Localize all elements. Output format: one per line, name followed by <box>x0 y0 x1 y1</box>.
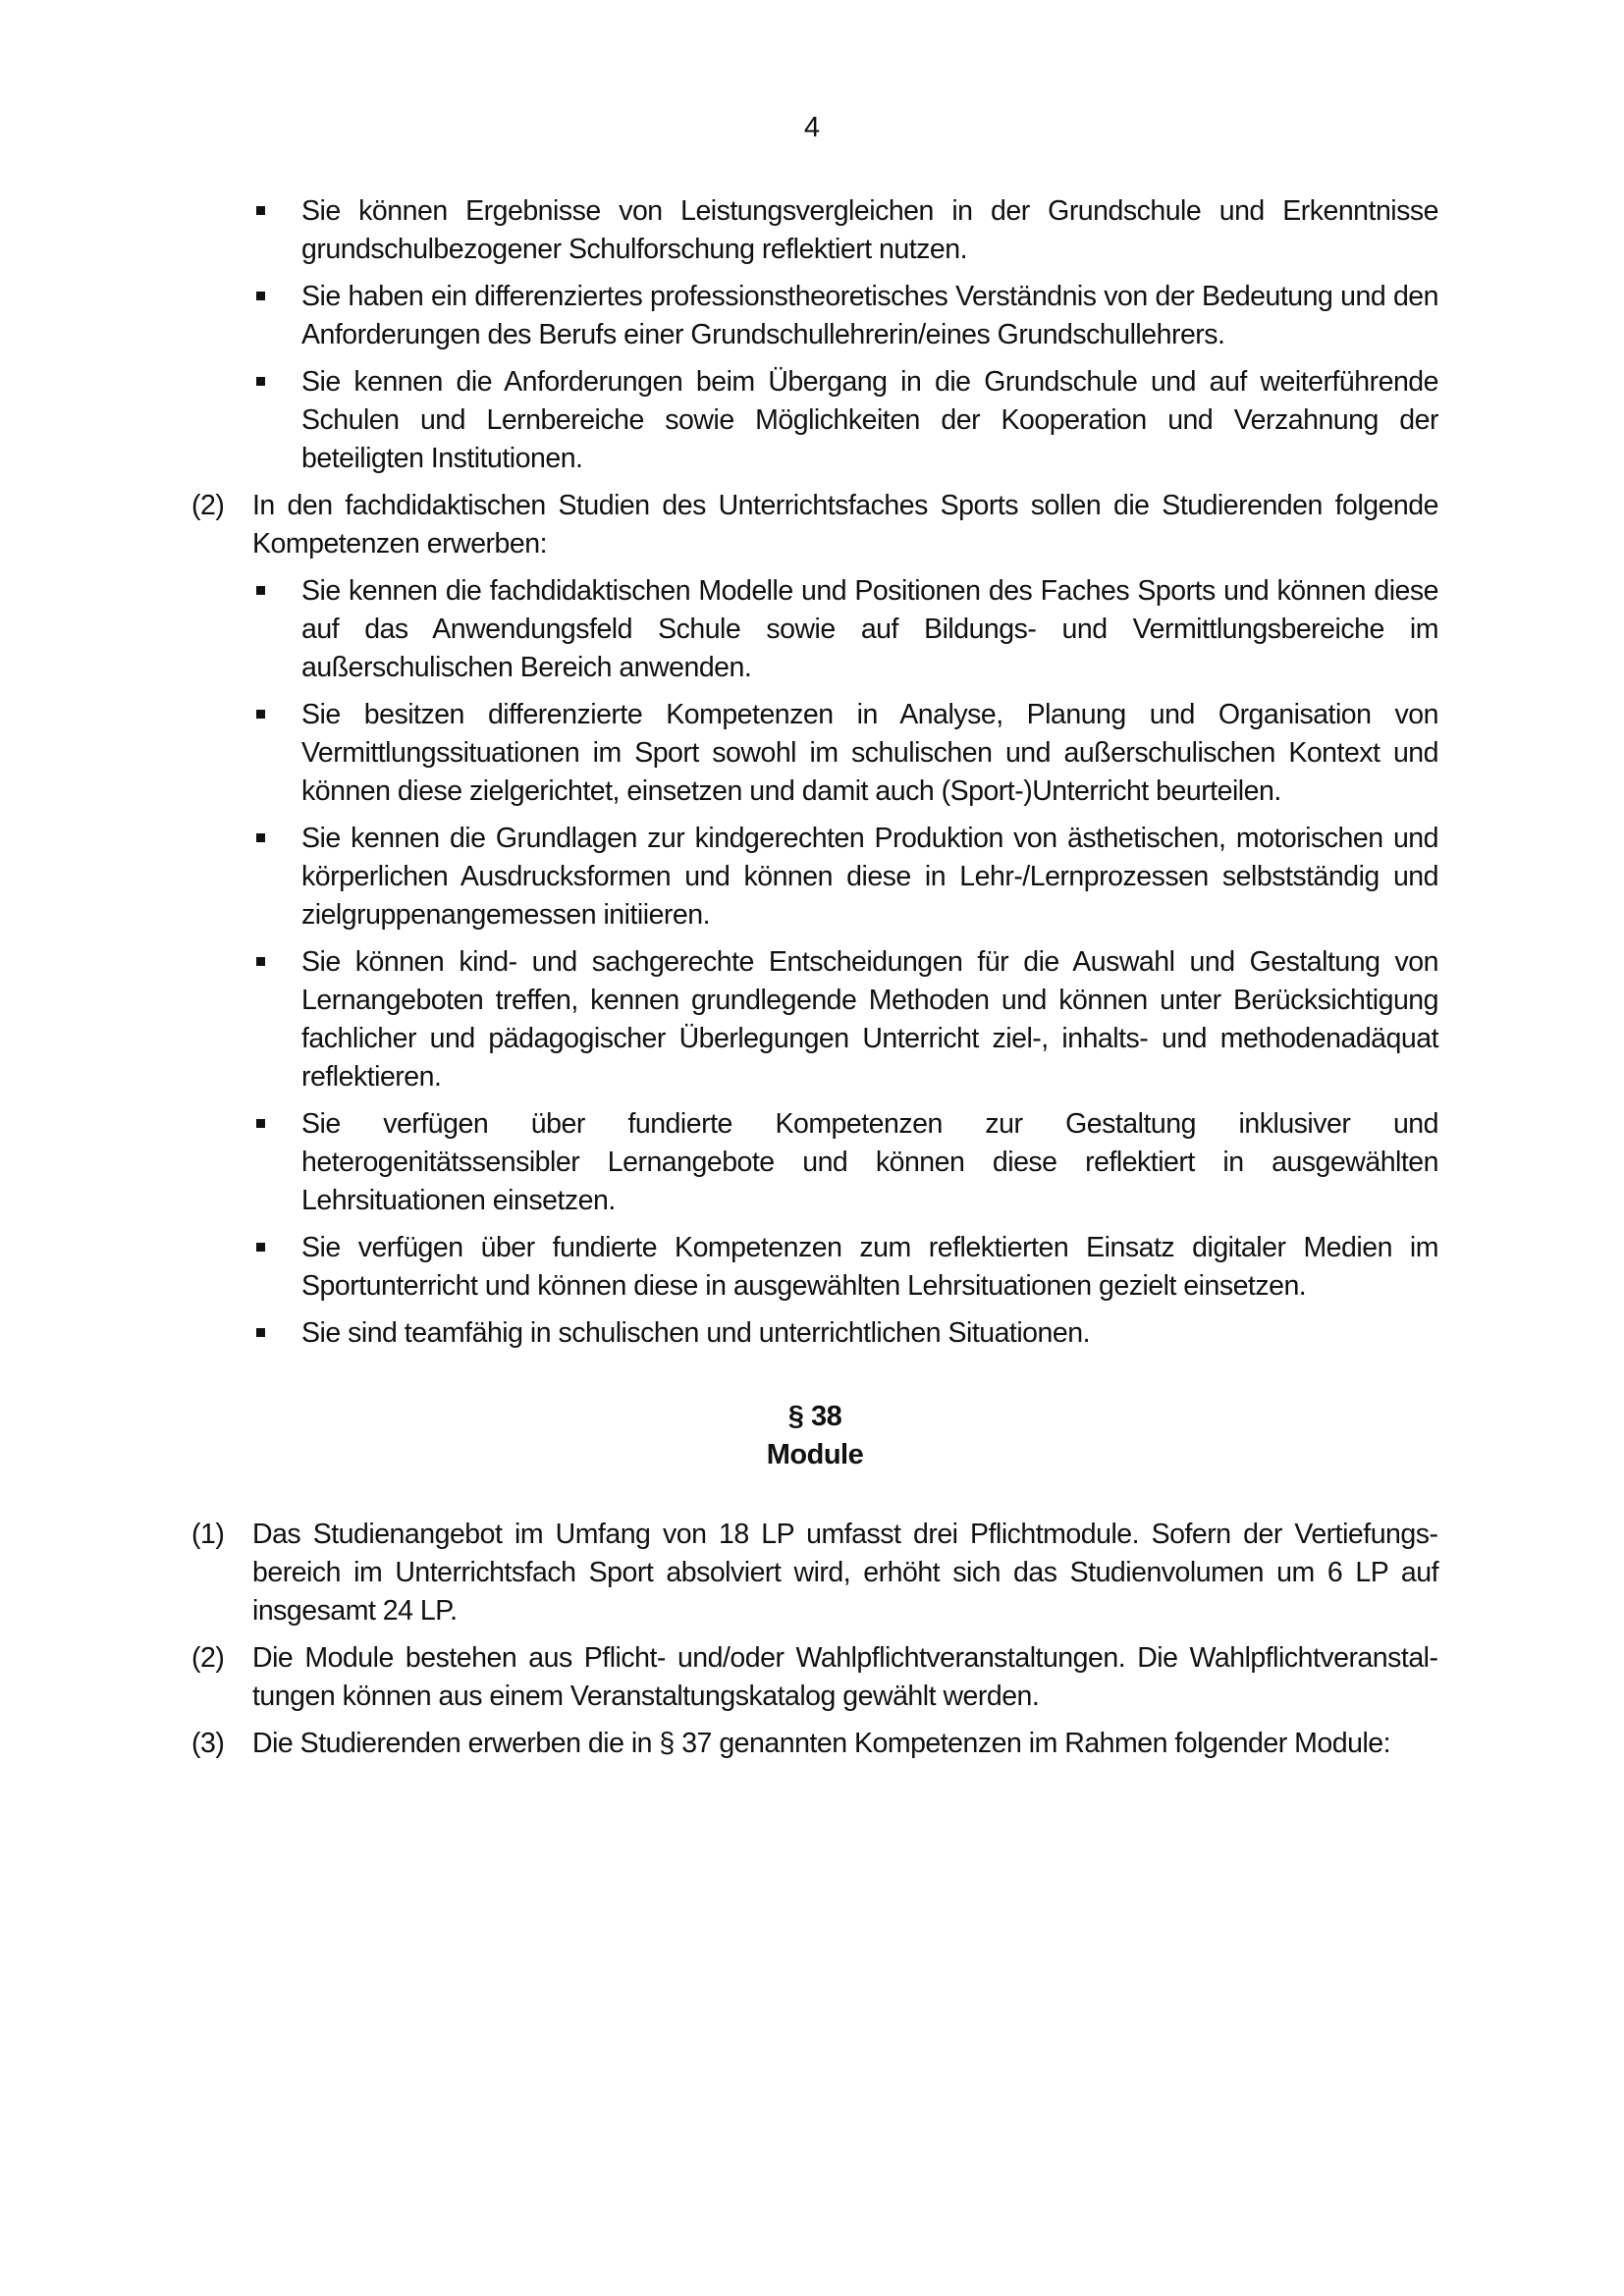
paragraph-text: Die Module bestehen aus Pflicht- und/oder Wahlpflichtveranstaltungen. Die Wahlpflichtveranstaltungen können aus einem Veranstaltungskatalog gewählt werden. <box>252 1642 1438 1712</box>
paragraph-number: (2) <box>191 490 225 521</box>
list-item-text: Sie kennen die fachdidaktischen Modelle und Positionen des Faches Sports und können diese auf das Anwendungsfeld Schule sowie auf Bildungs- und Vermittlungsbereiche im außerschulischen Bereich anwenden. <box>301 575 1438 683</box>
square-bullet-icon <box>256 377 265 386</box>
page-content <box>191 192 1438 1772</box>
list-item-text: Sie haben ein differenziertes professionstheoretisches Verständnis von der Bedeutung und den Anforderungen des Berufs einer Grundschullehrerin/eines Grundschullehrers. <box>301 281 1438 350</box>
section-paragraph-1 <box>191 1516 1438 1630</box>
section-heading <box>191 1398 1438 1474</box>
list-item <box>301 1314 1438 1353</box>
square-bullet-icon <box>256 1328 265 1337</box>
fachdidaktik-competency-list <box>191 572 1438 1353</box>
section-paragraph-2 <box>191 1639 1438 1716</box>
list-item-text: Sie kennen die Anforderungen beim Übergang in die Grundschule und auf weiterführende Schulen und Lernbereiche sowie Möglichkeiten der Kooperation und Verzahnung der beteiligten Institutionen. <box>301 366 1438 474</box>
list-item-text: Sie verfügen über fundierte Kompetenzen zum reflektierten Einsatz digitaler Medien im Sportunterricht und können diese in ausgewählten Lehrsituationen gezielt einsetzen. <box>301 1232 1438 1302</box>
list-item-text: Sie können kind- und sachgerechte Entscheidungen für die Auswahl und Gestaltung von Lernangeboten treffen, kennen grundlegende Methoden und können unter Berücksichtigung fachlicher und pädagogischer Überlegungen Unterricht ziel-, inhalts- und methodenadäquat reflektieren. <box>301 946 1438 1093</box>
list-item-text: Sie besitzen differenzierte Kompetenzen in Analyse, Planung und Organisation von Vermittlungssituationen im Sport sowohl im schulischen und außerschulischen Kontext und können diese zielgerichtet, einsetzen und damit auch (Sport-)Unterricht beurteilen. <box>301 699 1438 807</box>
paragraph-number: (3) <box>191 1728 225 1759</box>
list-item <box>301 278 1438 354</box>
list-item <box>301 820 1438 934</box>
section-number: § 38 <box>787 1401 842 1432</box>
paragraph-text: In den fachdidaktischen Studien des Unterrichtsfaches Sports sollen die Studierenden folgende Kompetenzen erwerben: <box>252 490 1438 560</box>
list-item <box>301 943 1438 1096</box>
paragraph-text: Das Studienangebot im Umfang von 18 LP umfasst drei Pflichtmodule. Sofern der Vertiefungsbereich im Unterrichtsfach Sport absolviert wird, erhöht sich das Studienvolumen um 6 LP auf insgesamt 24 LP. <box>252 1519 1438 1627</box>
paragraph-text: Die Studierenden erwerben die in § 37 genannten Kompetenzen im Rahmen folgender Module: <box>252 1728 1391 1759</box>
list-item <box>301 696 1438 811</box>
square-bullet-icon <box>256 586 265 595</box>
competency-list-continued <box>191 192 1438 478</box>
square-bullet-icon <box>256 206 265 215</box>
square-bullet-icon <box>256 957 265 966</box>
square-bullet-icon <box>256 710 265 719</box>
paragraph-2 <box>191 487 1438 563</box>
list-item <box>301 1105 1438 1220</box>
paragraph-number: (1) <box>191 1519 225 1550</box>
page-number: 4 <box>803 112 821 143</box>
list-item <box>301 1229 1438 1306</box>
list-item <box>301 363 1438 478</box>
list-item-text: Sie können Ergebnisse von Leistungsvergleichen in der Grundschule und Erkenntnisse grundschulbezogener Schulforschung reflektiert nutzen. <box>301 195 1438 265</box>
list-item-text: Sie sind teamfähig in schulischen und unterrichtlichen Situationen. <box>301 1317 1091 1349</box>
square-bullet-icon <box>256 1243 265 1252</box>
section-paragraph-3 <box>191 1725 1438 1763</box>
square-bullet-icon <box>256 833 265 842</box>
list-item-text: Sie kennen die Grundlagen zur kindgerechten Produktion von ästhetischen, motorischen und körperlichen Ausdrucksformen und können diese in Lehr-/Lernprozessen selbstständig und zielgruppenangemessen initiieren. <box>301 823 1438 931</box>
square-bullet-icon <box>256 292 265 300</box>
list-item <box>301 192 1438 269</box>
paragraph-number: (2) <box>191 1642 225 1674</box>
square-bullet-icon <box>256 1119 265 1128</box>
list-item <box>301 572 1438 687</box>
list-item-text: Sie verfügen über fundierte Kompetenzen zur Gestaltung inklusiver und heterogenitätssensibler Lernangebote und können diese reflektiert in ausgewählten Lehrsituationen einsetzen. <box>301 1108 1438 1216</box>
section-title: Module <box>766 1439 864 1470</box>
